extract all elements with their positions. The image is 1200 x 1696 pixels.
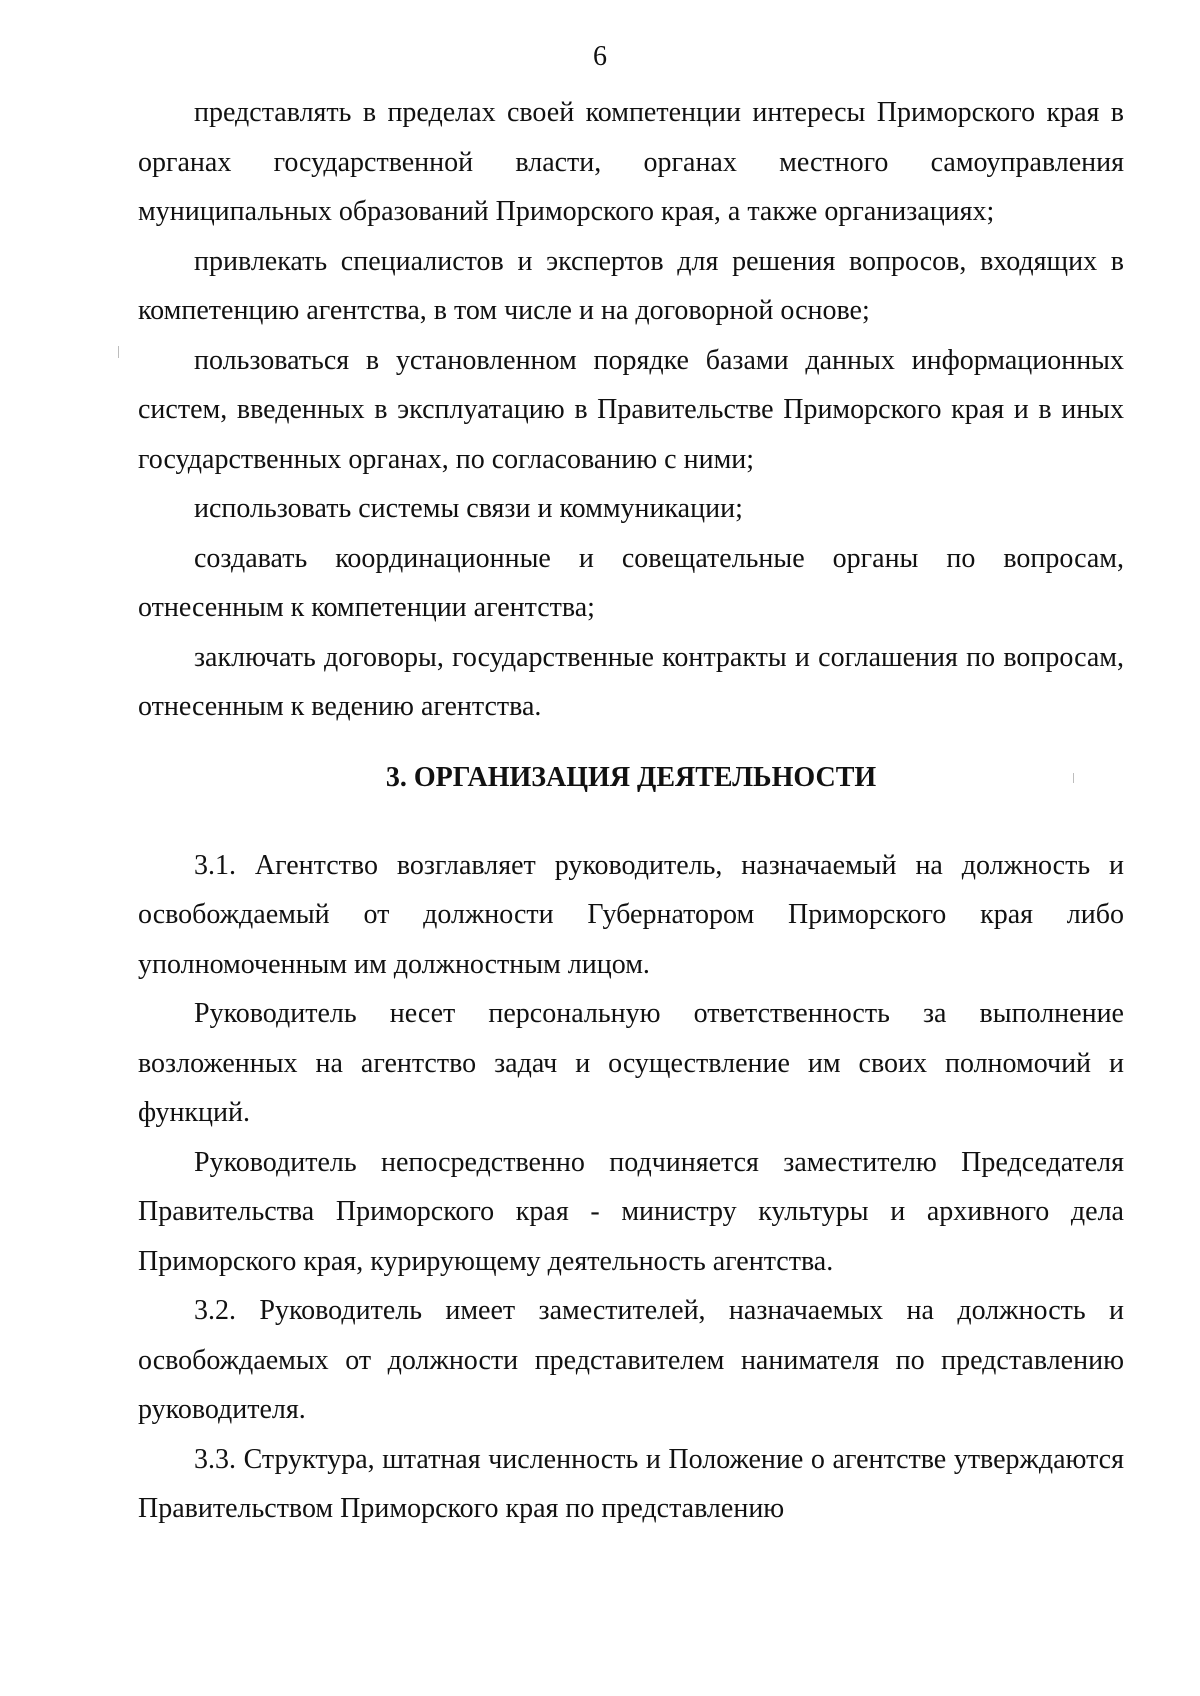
scan-speck-left xyxy=(118,346,119,358)
rights-item-engage-specialists: привлекать специалистов и экспертов для решения вопросов, входящих в компетенцию агентства, в том числе и на договорной основе; xyxy=(138,245,1124,326)
paragraph-3-3: 3.3. Структура, штатная численность и Положение о агентстве утверждаются Правительством Приморского края по представлению xyxy=(138,1443,1124,1524)
section-heading: 3. ОРГАНИЗАЦИЯ ДЕЯТЕЛЬНОСТИ xyxy=(385,761,877,793)
paragraph-head-responsibility: Руководитель несет персональную ответственность за выполнение возложенных на агентство задач и осуществление им своих полномочий и функций. xyxy=(138,998,1124,1128)
rights-item-use-databases: пользоваться в установленном порядке базами данных информационных систем, введенных в эксплуатацию в Правительстве Приморского края и в иных государственных органах, по согласованию с ними; xyxy=(138,344,1124,475)
rights-item-represent-interests: представлять в пределах своей компетенции интересы Приморского края в органах государственной власти, органах местного самоуправления муниципальных образований Приморского края, а также организациях; xyxy=(138,97,1124,227)
page-number: 6 xyxy=(593,41,607,72)
document-body xyxy=(138,88,1124,1534)
scan-speck-right xyxy=(1073,773,1074,783)
rights-item-use-communications: использовать системы связи и коммуникации; xyxy=(194,493,743,524)
paragraph-head-subordination: Руководитель непосредственно подчиняется заместителю Председателя Правительства Приморского края - министру культуры и архивного дела Приморского края, курирующему деятельность агентства. xyxy=(138,1146,1124,1277)
paragraph-3-2: 3.2. Руководитель имеет заместителей, назначаемых на должность и освобождаемых от должности представителем нанимателя по представлению руководителя. xyxy=(138,1295,1124,1425)
paragraph-3-1: 3.1. Агентство возглавляет руководитель, назначаемый на должность и освобождаемый от должности Губернатором Приморского края либо уполномоченным им должностным лицом. xyxy=(138,849,1124,980)
rights-item-conclude-contracts: заключать договоры, государственные контракты и соглашения по вопросам, отнесенным к ведению агентства. xyxy=(138,641,1124,722)
rights-item-create-bodies: создавать координационные и совещательные органы по вопросам, отнесенным к компетенции агентства; xyxy=(138,542,1124,623)
